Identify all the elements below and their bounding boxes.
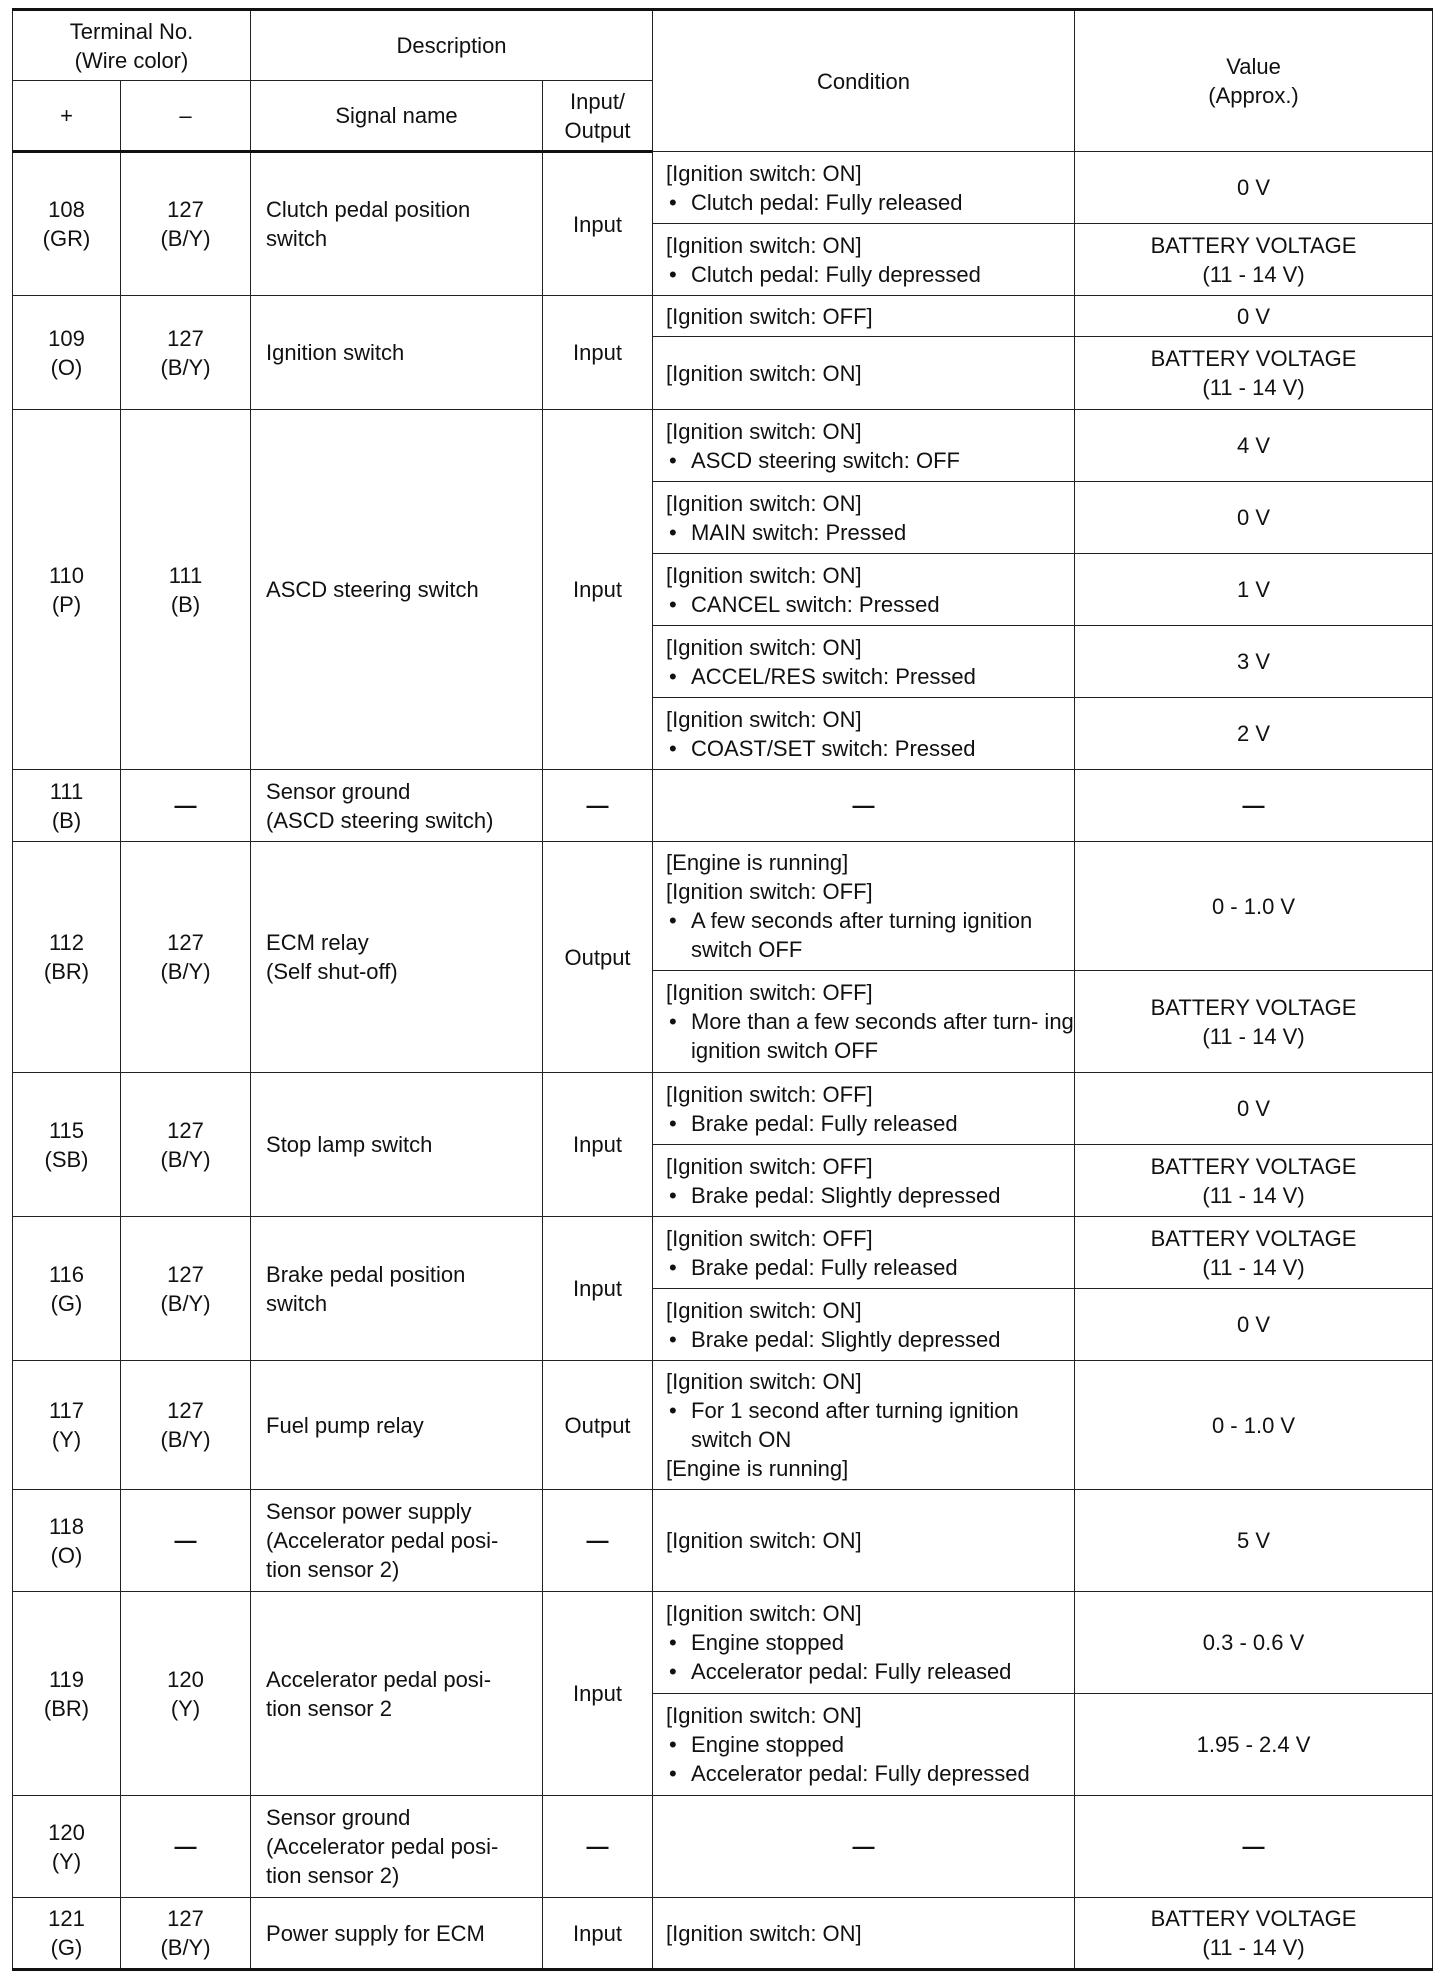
io-cell	[543, 770, 653, 842]
condition-cell	[653, 1490, 1075, 1592]
io-cell	[543, 296, 653, 410]
io-cell	[543, 410, 653, 770]
io-text: —	[586, 1528, 609, 1553]
signal-name-cell	[251, 410, 543, 770]
io-text: Input	[573, 340, 622, 365]
condition-line: [Engine is running]	[666, 850, 849, 875]
header-description: Description	[251, 10, 653, 81]
terminal-minus-cell	[121, 1361, 251, 1490]
terminal-plus-text: 110	[48, 562, 85, 588]
table-row	[13, 296, 1433, 337]
value-cell	[1075, 1592, 1433, 1694]
condition-line: [Ignition switch: ON]	[666, 1528, 862, 1553]
condition-bullet: • Brake pedal: Slightly depressed	[666, 1325, 1074, 1354]
value-text: BATTERY VOLTAGE	[1150, 1225, 1357, 1251]
condition-bullet: • Brake pedal: Fully released	[666, 1253, 1074, 1282]
value-text: 1.95 - 2.4 V	[1196, 1732, 1311, 1757]
condition-bullet: • Engine stopped	[666, 1628, 1074, 1657]
signal-name-text: (Accelerator pedal posi-	[266, 1834, 499, 1859]
terminal-minus-cell	[121, 152, 251, 296]
terminal-minus-cell	[121, 770, 251, 842]
condition-bullet: • Accelerator pedal: Fully released	[666, 1657, 1074, 1686]
condition-cell	[653, 410, 1075, 482]
io-cell	[543, 1592, 653, 1796]
io-cell	[543, 152, 653, 296]
signal-name-cell	[251, 1796, 543, 1898]
terminal-minus-text: (B)	[170, 591, 201, 617]
signal-name-cell	[251, 770, 543, 842]
condition-line: [Ignition switch: ON]	[666, 360, 862, 386]
header-signal-name: Signal name	[251, 81, 543, 152]
header-value-line: (Approx.)	[1208, 83, 1299, 108]
io-text: Input	[573, 1681, 622, 1706]
table-row	[13, 1490, 1433, 1592]
signal-name-cell	[251, 1490, 543, 1592]
value-text: 0 V	[1237, 303, 1271, 329]
value-cell	[1075, 152, 1433, 224]
header-terminal-line: (Wire color)	[74, 47, 189, 73]
condition-line: [Ignition switch: OFF]	[666, 980, 873, 1005]
header-io	[543, 81, 653, 152]
terminal-minus-text: 127	[167, 930, 204, 955]
condition-line: [Ignition switch: ON]	[666, 1703, 862, 1728]
terminal-minus-text: —	[174, 1834, 197, 1859]
condition-cell	[653, 554, 1075, 626]
signal-name-text: Accelerator pedal posi-	[266, 1666, 492, 1692]
terminal-minus-text: —	[174, 1528, 197, 1553]
value-cell	[1075, 842, 1433, 971]
condition-cell	[653, 337, 1075, 410]
io-text: Input	[573, 1920, 622, 1946]
condition-line: [Ignition switch: ON]	[666, 418, 862, 444]
value-cell	[1075, 482, 1433, 554]
terminal-plus-text: 121	[48, 1906, 85, 1931]
value-text: 4 V	[1237, 433, 1271, 458]
terminal-plus-cell	[13, 1217, 121, 1361]
terminal-minus-text: (Y)	[170, 1695, 201, 1721]
terminal-plus-cell	[13, 1796, 121, 1898]
table-row	[13, 1898, 1433, 1970]
condition-bullet: • More than a few seconds after turn- ing ignition switch OFF	[666, 1007, 1074, 1065]
signal-name-text: Sensor ground	[266, 778, 411, 804]
value-text: (11 - 14 V)	[1202, 1254, 1305, 1280]
terminal-minus-text: 127	[167, 1261, 204, 1287]
terminal-plus-text: (GR)	[42, 226, 91, 251]
terminal-plus-text: (G)	[50, 1935, 83, 1960]
condition-cell	[653, 842, 1075, 971]
condition-bullet: • CANCEL switch: Pressed	[666, 590, 1074, 619]
terminal-minus-text: (B/Y)	[160, 959, 211, 984]
condition-bullet: • Engine stopped	[666, 1730, 1074, 1759]
condition-line: —	[852, 793, 875, 818]
value-text: 0 V	[1237, 1096, 1271, 1121]
terminal-plus-text: 111	[49, 778, 84, 804]
terminal-plus-text: 109	[48, 325, 85, 351]
condition-line: [Ignition switch: OFF]	[666, 303, 873, 329]
value-cell	[1075, 770, 1433, 842]
terminal-minus-cell	[121, 1898, 251, 1970]
signal-name-text: Clutch pedal position	[266, 197, 471, 222]
condition-cell	[653, 1592, 1075, 1694]
terminal-plus-text: 118	[48, 1513, 85, 1539]
terminal-minus-cell	[121, 410, 251, 770]
condition-cell	[653, 1796, 1075, 1898]
header-plus: +	[13, 81, 121, 152]
signal-name-cell	[251, 1898, 543, 1970]
signal-name-text: (Accelerator pedal posi-	[266, 1528, 499, 1553]
condition-line: [Ignition switch: OFF]	[666, 1153, 873, 1179]
condition-bullet: • Clutch pedal: Fully depressed	[666, 260, 1074, 289]
terminal-minus-cell	[121, 1592, 251, 1796]
signal-name-text: Fuel pump relay	[266, 1412, 424, 1438]
table-body	[13, 152, 1433, 1970]
value-text: 3 V	[1237, 649, 1271, 674]
io-cell	[543, 1490, 653, 1592]
value-text: (11 - 14 V)	[1202, 1935, 1305, 1960]
signal-name-text: Sensor power supply	[266, 1499, 472, 1524]
condition-cell	[653, 1073, 1075, 1145]
signal-name-text: switch	[266, 1290, 328, 1316]
condition-cell	[653, 1361, 1075, 1490]
header-value	[1075, 10, 1433, 152]
io-text: Input	[573, 577, 622, 602]
condition-line: [Ignition switch: ON]	[666, 706, 862, 732]
condition-line: [Ignition switch: ON]	[666, 1920, 862, 1946]
signal-name-cell	[251, 1073, 543, 1217]
condition-cell	[653, 971, 1075, 1073]
terminal-minus-cell	[121, 1796, 251, 1898]
terminal-plus-text: (Y)	[51, 1427, 82, 1452]
condition-cell	[653, 152, 1075, 224]
value-text: 0.3 - 0.6 V	[1202, 1630, 1305, 1655]
condition-bullet: • Brake pedal: Fully released	[666, 1109, 1074, 1138]
condition-line: [Ignition switch: ON]	[666, 634, 862, 660]
terminal-plus-text: (Y)	[51, 1848, 82, 1874]
value-text: 0 V	[1237, 505, 1271, 530]
io-text: Input	[573, 211, 622, 237]
signal-name-cell	[251, 1592, 543, 1796]
terminal-plus-cell	[13, 770, 121, 842]
value-text: BATTERY VOLTAGE	[1150, 232, 1357, 258]
value-text: 0 V	[1237, 175, 1271, 200]
terminal-plus-text: 115	[48, 1117, 85, 1143]
terminal-plus-text: (BR)	[43, 1695, 90, 1721]
terminal-plus-text: 117	[48, 1398, 85, 1423]
signal-name-text: tion sensor 2	[266, 1695, 392, 1721]
signal-name-cell	[251, 1217, 543, 1361]
condition-line: [Ignition switch: OFF]	[666, 1081, 873, 1107]
io-text: Input	[573, 1132, 622, 1157]
value-text: 0 - 1.0 V	[1211, 893, 1296, 919]
terminal-plus-text: (G)	[50, 1290, 83, 1316]
condition-line: [Ignition switch: ON]	[666, 562, 862, 588]
header-io-line: Input/	[570, 88, 626, 114]
value-text: (11 - 14 V)	[1202, 1182, 1305, 1208]
terminal-minus-cell	[121, 842, 251, 1073]
io-text: Input	[573, 1276, 622, 1301]
condition-bullet: • Clutch pedal: Fully released	[666, 188, 1074, 217]
value-text: 0 - 1.0 V	[1211, 1412, 1296, 1438]
io-cell	[543, 1898, 653, 1970]
header-condition: Condition	[653, 10, 1075, 152]
header-io-line: Output	[564, 117, 631, 143]
io-text: Output	[564, 944, 631, 970]
io-cell	[543, 842, 653, 1073]
terminal-plus-text: 119	[48, 1666, 85, 1692]
value-text: BATTERY VOLTAGE	[1150, 1153, 1357, 1179]
condition-bullet: • ACCEL/RES switch: Pressed	[666, 662, 1074, 691]
value-cell	[1075, 337, 1433, 410]
terminal-minus-cell	[121, 1073, 251, 1217]
terminal-plus-text: 116	[48, 1261, 85, 1287]
condition-line: [Ignition switch: OFF]	[666, 879, 873, 904]
terminal-plus-cell	[13, 1361, 121, 1490]
value-cell	[1075, 1289, 1433, 1361]
table-row	[13, 1796, 1433, 1898]
value-text: BATTERY VOLTAGE	[1150, 1906, 1357, 1931]
signal-name-text: (Self shut-off)	[266, 959, 398, 984]
table-header	[13, 10, 1433, 152]
condition-line: [Ignition switch: ON]	[666, 490, 862, 516]
condition-line: [Ignition switch: ON]	[666, 1297, 862, 1323]
io-text: —	[586, 1834, 609, 1859]
table-row	[13, 410, 1433, 482]
condition-cell	[653, 1145, 1075, 1217]
value-text: (11 - 14 V)	[1202, 261, 1305, 287]
condition-cell	[653, 296, 1075, 337]
terminal-minus-text: (B/Y)	[160, 354, 211, 380]
terminal-minus-text: (B/Y)	[160, 1935, 211, 1960]
signal-name-text: Stop lamp switch	[266, 1132, 433, 1157]
terminal-minus-text: 127	[167, 1906, 204, 1931]
io-cell	[543, 1073, 653, 1217]
value-text: 0 V	[1237, 1312, 1271, 1337]
value-cell	[1075, 1073, 1433, 1145]
io-cell	[543, 1796, 653, 1898]
value-cell	[1075, 1796, 1433, 1898]
value-text: 1 V	[1237, 577, 1271, 602]
condition-line: [Ignition switch: ON]	[666, 1369, 862, 1394]
terminal-minus-text: 111	[168, 562, 203, 588]
value-text: BATTERY VOLTAGE	[1150, 994, 1357, 1020]
terminal-minus-text: 127	[167, 1117, 204, 1143]
io-text: Output	[564, 1412, 631, 1438]
terminal-plus-text: (P)	[51, 591, 82, 617]
value-cell	[1075, 554, 1433, 626]
terminal-plus-text: (O)	[50, 354, 83, 380]
signal-name-cell	[251, 1361, 543, 1490]
condition-line: [Ignition switch: ON]	[666, 1601, 862, 1626]
signal-name-text: switch	[266, 226, 328, 251]
terminal-plus-text: (B)	[51, 807, 82, 833]
terminal-minus-cell	[121, 1217, 251, 1361]
signal-name-text: tion sensor 2)	[266, 1557, 400, 1582]
value-cell	[1075, 1694, 1433, 1796]
header-terminal-line: Terminal No.	[69, 18, 194, 44]
value-cell	[1075, 1490, 1433, 1592]
io-cell	[543, 1217, 653, 1361]
table-row	[13, 1073, 1433, 1145]
header-minus: –	[121, 81, 251, 152]
value-cell	[1075, 1217, 1433, 1289]
value-cell	[1075, 698, 1433, 770]
header-value-line: Value	[1226, 54, 1281, 79]
condition-bullet: • Accelerator pedal: Fully depressed	[666, 1759, 1074, 1788]
condition-bullet: • A few seconds after turning ignition switch OFF	[666, 906, 1074, 964]
condition-bullet: • COAST/SET switch: Pressed	[666, 734, 1074, 763]
condition-bullet: • For 1 second after turning ignition switch ON	[666, 1396, 1074, 1454]
terminal-minus-text: 127	[167, 1398, 204, 1423]
value-text: 2 V	[1237, 721, 1271, 746]
signal-name-cell	[251, 296, 543, 410]
value-cell	[1075, 1898, 1433, 1970]
terminal-plus-text: 112	[48, 930, 85, 955]
table-row	[13, 1592, 1433, 1694]
value-text: (11 - 14 V)	[1202, 1023, 1305, 1049]
condition-cell	[653, 1898, 1075, 1970]
terminal-plus-text: (SB)	[44, 1146, 89, 1172]
header-terminal	[13, 10, 251, 81]
terminal-minus-text: 127	[167, 325, 204, 351]
value-text: —	[1242, 793, 1265, 818]
terminal-plus-cell	[13, 1592, 121, 1796]
signal-name-text: Power supply for ECM	[266, 1920, 485, 1946]
condition-cell	[653, 698, 1075, 770]
value-cell	[1075, 1145, 1433, 1217]
table-row	[13, 152, 1433, 224]
terminal-plus-cell	[13, 1898, 121, 1970]
table-row	[13, 1361, 1433, 1490]
ecm-terminal-table	[12, 8, 1433, 1971]
terminal-plus-cell	[13, 842, 121, 1073]
value-text: (11 - 14 V)	[1202, 375, 1305, 400]
io-cell	[543, 1361, 653, 1490]
value-cell	[1075, 410, 1433, 482]
terminal-plus-cell	[13, 296, 121, 410]
value-cell	[1075, 1361, 1433, 1490]
condition-cell	[653, 482, 1075, 554]
table-row	[13, 770, 1433, 842]
value-cell	[1075, 296, 1433, 337]
condition-bullet: • ASCD steering switch: OFF	[666, 446, 1074, 475]
signal-name-text: ASCD steering switch	[266, 577, 479, 602]
condition-line: [Ignition switch: ON]	[666, 160, 862, 186]
signal-name-cell	[251, 842, 543, 1073]
value-cell	[1075, 224, 1433, 296]
terminal-minus-text: —	[174, 793, 197, 818]
signal-name-text: Ignition switch	[266, 340, 405, 365]
table-row	[13, 842, 1433, 971]
condition-bullet: • Brake pedal: Slightly depressed	[666, 1181, 1074, 1210]
terminal-minus-text: (B/Y)	[160, 1146, 211, 1172]
terminal-plus-text: (O)	[50, 1542, 83, 1568]
terminal-plus-cell	[13, 410, 121, 770]
signal-name-text: (ASCD steering switch)	[266, 807, 494, 833]
condition-line: [Engine is running]	[666, 1456, 849, 1481]
value-text: —	[1242, 1834, 1265, 1859]
condition-cell	[653, 1217, 1075, 1289]
terminal-plus-cell	[13, 1073, 121, 1217]
terminal-minus-text: 120	[167, 1666, 204, 1692]
signal-name-cell	[251, 152, 543, 296]
condition-cell	[653, 626, 1075, 698]
terminal-plus-text: 120	[48, 1819, 85, 1845]
condition-cell	[653, 224, 1075, 296]
terminal-minus-text: (B/Y)	[160, 226, 211, 251]
terminal-minus-cell	[121, 296, 251, 410]
signal-name-text: ECM relay	[266, 930, 369, 955]
condition-line: [Ignition switch: OFF]	[666, 1225, 873, 1251]
condition-cell	[653, 1289, 1075, 1361]
terminal-minus-text: (B/Y)	[160, 1427, 211, 1452]
condition-cell	[653, 770, 1075, 842]
terminal-plus-cell	[13, 1490, 121, 1592]
condition-bullet: • MAIN switch: Pressed	[666, 518, 1074, 547]
value-text: 5 V	[1237, 1528, 1271, 1553]
terminal-minus-text: (B/Y)	[160, 1290, 211, 1316]
terminal-plus-text: 108	[48, 197, 85, 222]
terminal-minus-cell	[121, 1490, 251, 1592]
condition-line: —	[852, 1834, 875, 1859]
value-cell	[1075, 971, 1433, 1073]
condition-cell	[653, 1694, 1075, 1796]
signal-name-text: Brake pedal position	[266, 1261, 466, 1287]
io-text: —	[586, 793, 609, 818]
condition-line: [Ignition switch: ON]	[666, 232, 862, 258]
terminal-plus-cell	[13, 152, 121, 296]
value-cell	[1075, 626, 1433, 698]
value-text: BATTERY VOLTAGE	[1150, 346, 1357, 371]
terminal-plus-text: (BR)	[43, 959, 90, 984]
terminal-minus-text: 127	[167, 197, 204, 222]
signal-name-text: tion sensor 2)	[266, 1863, 400, 1888]
signal-name-text: Sensor ground	[266, 1805, 411, 1830]
table-row	[13, 1217, 1433, 1289]
